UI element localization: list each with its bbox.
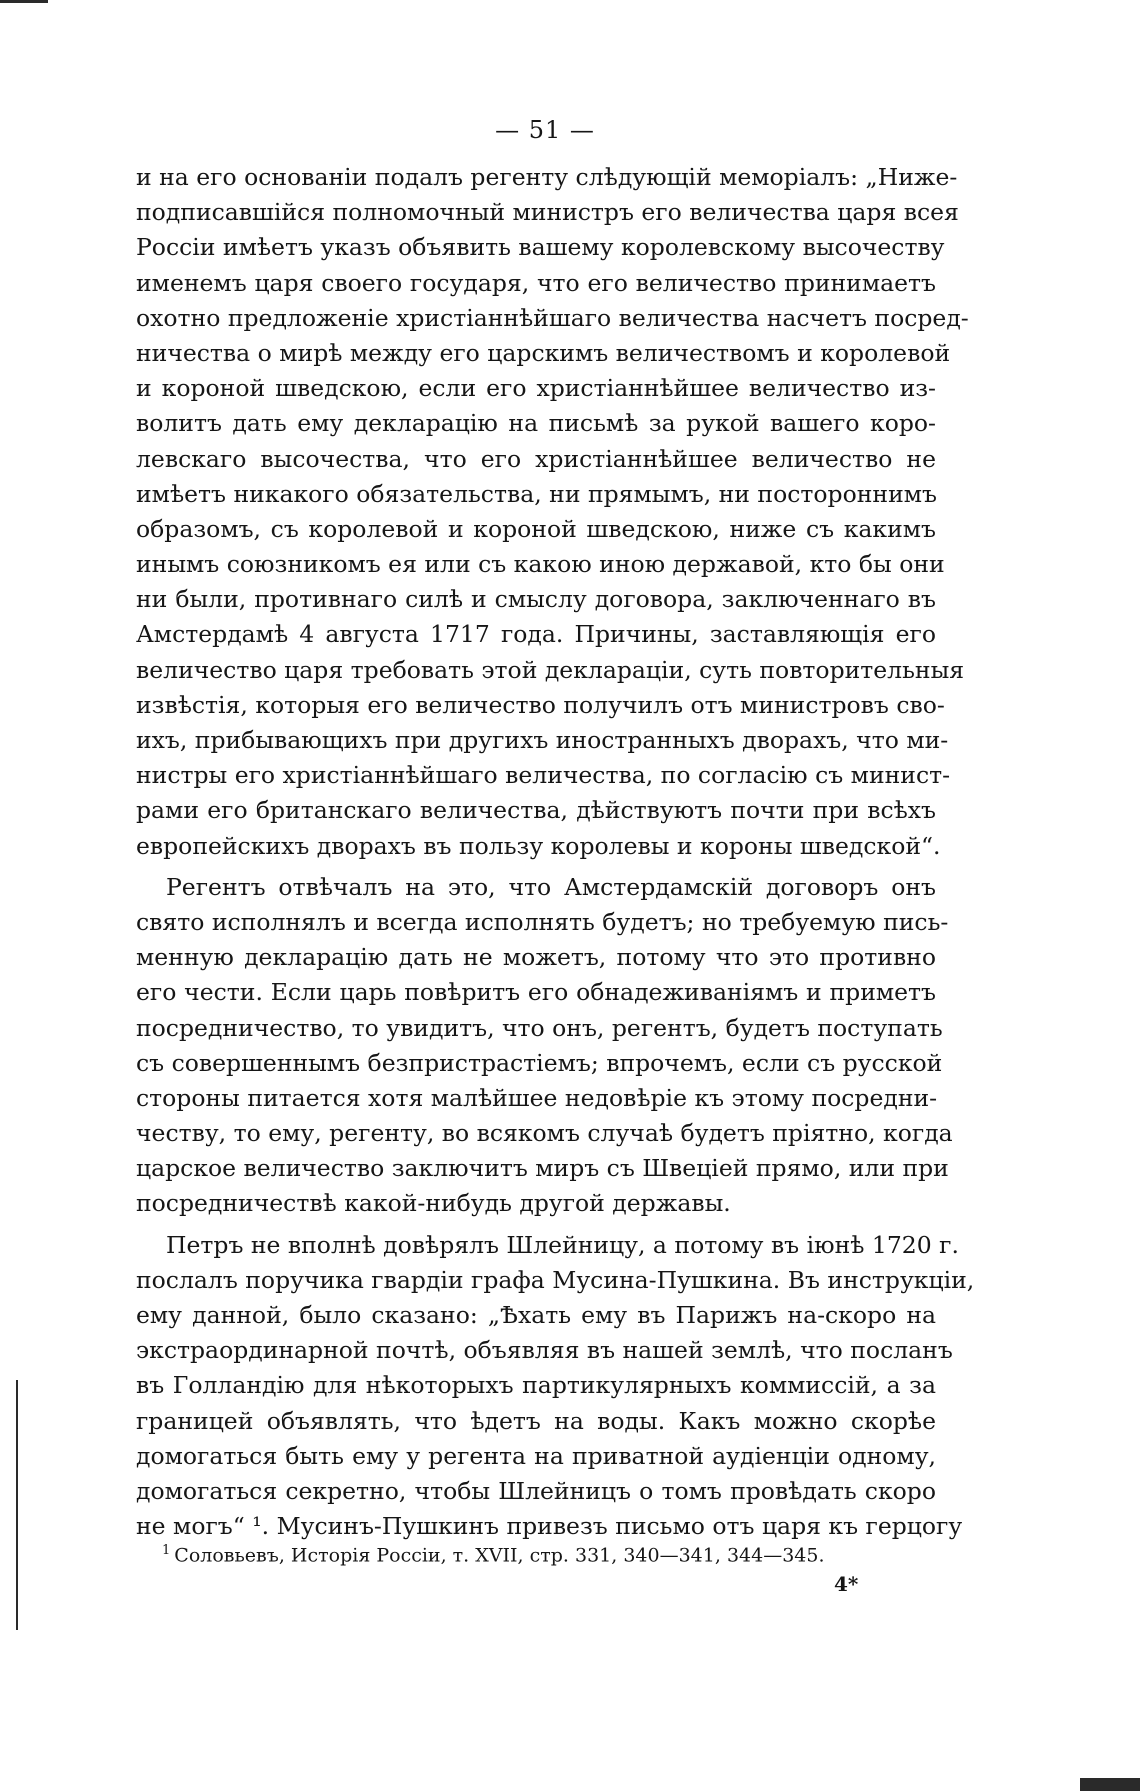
text-line: въ Голландiю для нѣкоторыхъ партикулярныхъ коммиссiй, а за <box>136 1371 936 1400</box>
text-line: рами его британскаго величества, дѣйствуютъ почти при всѣхъ <box>136 796 936 825</box>
scan-artifact-left-edge <box>16 1380 18 1630</box>
text-line: свято исполнялъ и всегда исполнять будетъ; но требуемую пись- <box>136 907 949 936</box>
text-line: образомъ, съ королевой и короной шведскою, ниже съ какимъ <box>136 514 936 543</box>
text-line: ему данной, было сказано: „Ѣхать ему въ Парижъ на-скоро на <box>136 1301 936 1329</box>
text-line: честву, то ему, регенту, во всякомъ случаѣ будетъ прiятно, когда <box>136 1119 953 1148</box>
text-line: съ совершеннымъ безпристрастiемъ; впрочемъ, если съ русской <box>136 1048 943 1077</box>
text-line: ни были, противнаго силѣ и смыслу договора, заключеннаго въ <box>136 585 936 614</box>
text-line: не могъ“ ¹. Мусинъ-Пушкинъ привезъ письмо отъ царя къ герцогу <box>136 1512 963 1541</box>
text-line: ихъ, прибывающихъ при другихъ иностранныхъ дворахъ, что ми- <box>136 726 949 754</box>
text-line: посредничество, то увидитъ, что онъ, регентъ, будетъ поступать <box>136 1013 943 1042</box>
text-line: волитъ дать ему декларацiю на письмѣ за рукой вашего коро- <box>136 409 936 438</box>
text-line: экстраординарной почтѣ, объявляя въ нашей землѣ, что посланъ <box>136 1336 953 1365</box>
text-line: царское величество заключитъ миръ съ Швецiей прямо, или при <box>136 1154 949 1183</box>
text-line: нистры его христiаннѣйшаго величества, по согласiю съ минист- <box>136 761 951 790</box>
text-line: домогаться быть ему у регента на приватной аудiенцiи одному, <box>136 1441 936 1470</box>
scan-artifact-bottom-right <box>1080 1778 1140 1791</box>
text-line: стороны питается хотя малѣйшее недовѣрiе къ этому посредни- <box>136 1083 938 1112</box>
text-line: охотно предложенiе христiаннѣйшаго величества насчетъ посред- <box>136 303 969 332</box>
footnote <box>162 1538 825 1568</box>
text-line: величество царя требовать этой декларацiи, суть повторительныя <box>136 655 965 684</box>
signature-mark: 4* <box>834 1572 859 1596</box>
text-line: домогаться секретно, чтобы Шлейницъ о томъ провѣдать скоро <box>136 1476 936 1505</box>
text-line: и на его основанiи подалъ регенту слѣдующiй меморiалъ: „Ниже- <box>136 163 958 191</box>
text-line: инымъ союзникомъ ея или съ какою иною державой, кто бы они <box>136 550 945 579</box>
text-line: послалъ поручика гвардiи графа Мусина-Пушкина. Въ инструкцiи, <box>136 1265 975 1294</box>
paragraph-start-line: Регентъ отвѣчалъ на это, что Амстердамскiй договоръ онъ <box>166 872 936 901</box>
text-line: европейскихъ дворахъ въ пользу королевы и короны шведской“. <box>136 831 941 860</box>
scan-artifact-top-left <box>0 0 48 3</box>
text-line: извѣстiя, которыя его величество получилъ отъ министровъ сво- <box>136 690 945 719</box>
text-line: Россiи имѣетъ указъ объявить вашему королевскому высочеству <box>136 233 945 262</box>
text-line: ничества о мирѣ между его царскимъ величествомъ и королевой <box>136 338 951 367</box>
footnote-mark: 1 <box>162 1543 171 1558</box>
page-number: — 51 — <box>495 116 595 144</box>
text-line: и короной шведскою, если его христiаннѣйшее величество из- <box>136 374 936 403</box>
body-text <box>136 160 975 1544</box>
text-line: Амстердамѣ 4 августа 1717 года. Причины, заставляющiя его <box>136 620 936 649</box>
text-line: посредничествѣ какой-нибудь другой державы. <box>136 1189 731 1218</box>
text-line: его чести. Если царь повѣритъ его обнадеживанiямъ и приметъ <box>136 978 936 1007</box>
text-line: менную декларацiю дать не можетъ, потому что это противно <box>136 943 936 972</box>
text-line: подписавшiйся полномочный министръ его величества царя всея <box>136 198 959 227</box>
text-line: границей объявлять, что ѣдетъ на воды. Какъ можно скорѣе <box>136 1406 936 1435</box>
paragraph-start-line: Петръ не вполнѣ довѣрялъ Шлейницу, а потому въ iюнѣ 1720 г. <box>166 1230 959 1259</box>
text-line: имѣетъ никакого обязательства, ни прямымъ, ни постороннимъ <box>136 479 937 508</box>
footnote-text: Соловьевъ, Исторiя Россiи, т. XVII, стр. 331, 340—341, 344—345. <box>174 1544 825 1567</box>
text-line: именемъ царя своего государя, что его величество принимаетъ <box>136 268 936 297</box>
text-line: левскаго высочества, что его христiаннѣйшее величество не <box>136 444 936 473</box>
